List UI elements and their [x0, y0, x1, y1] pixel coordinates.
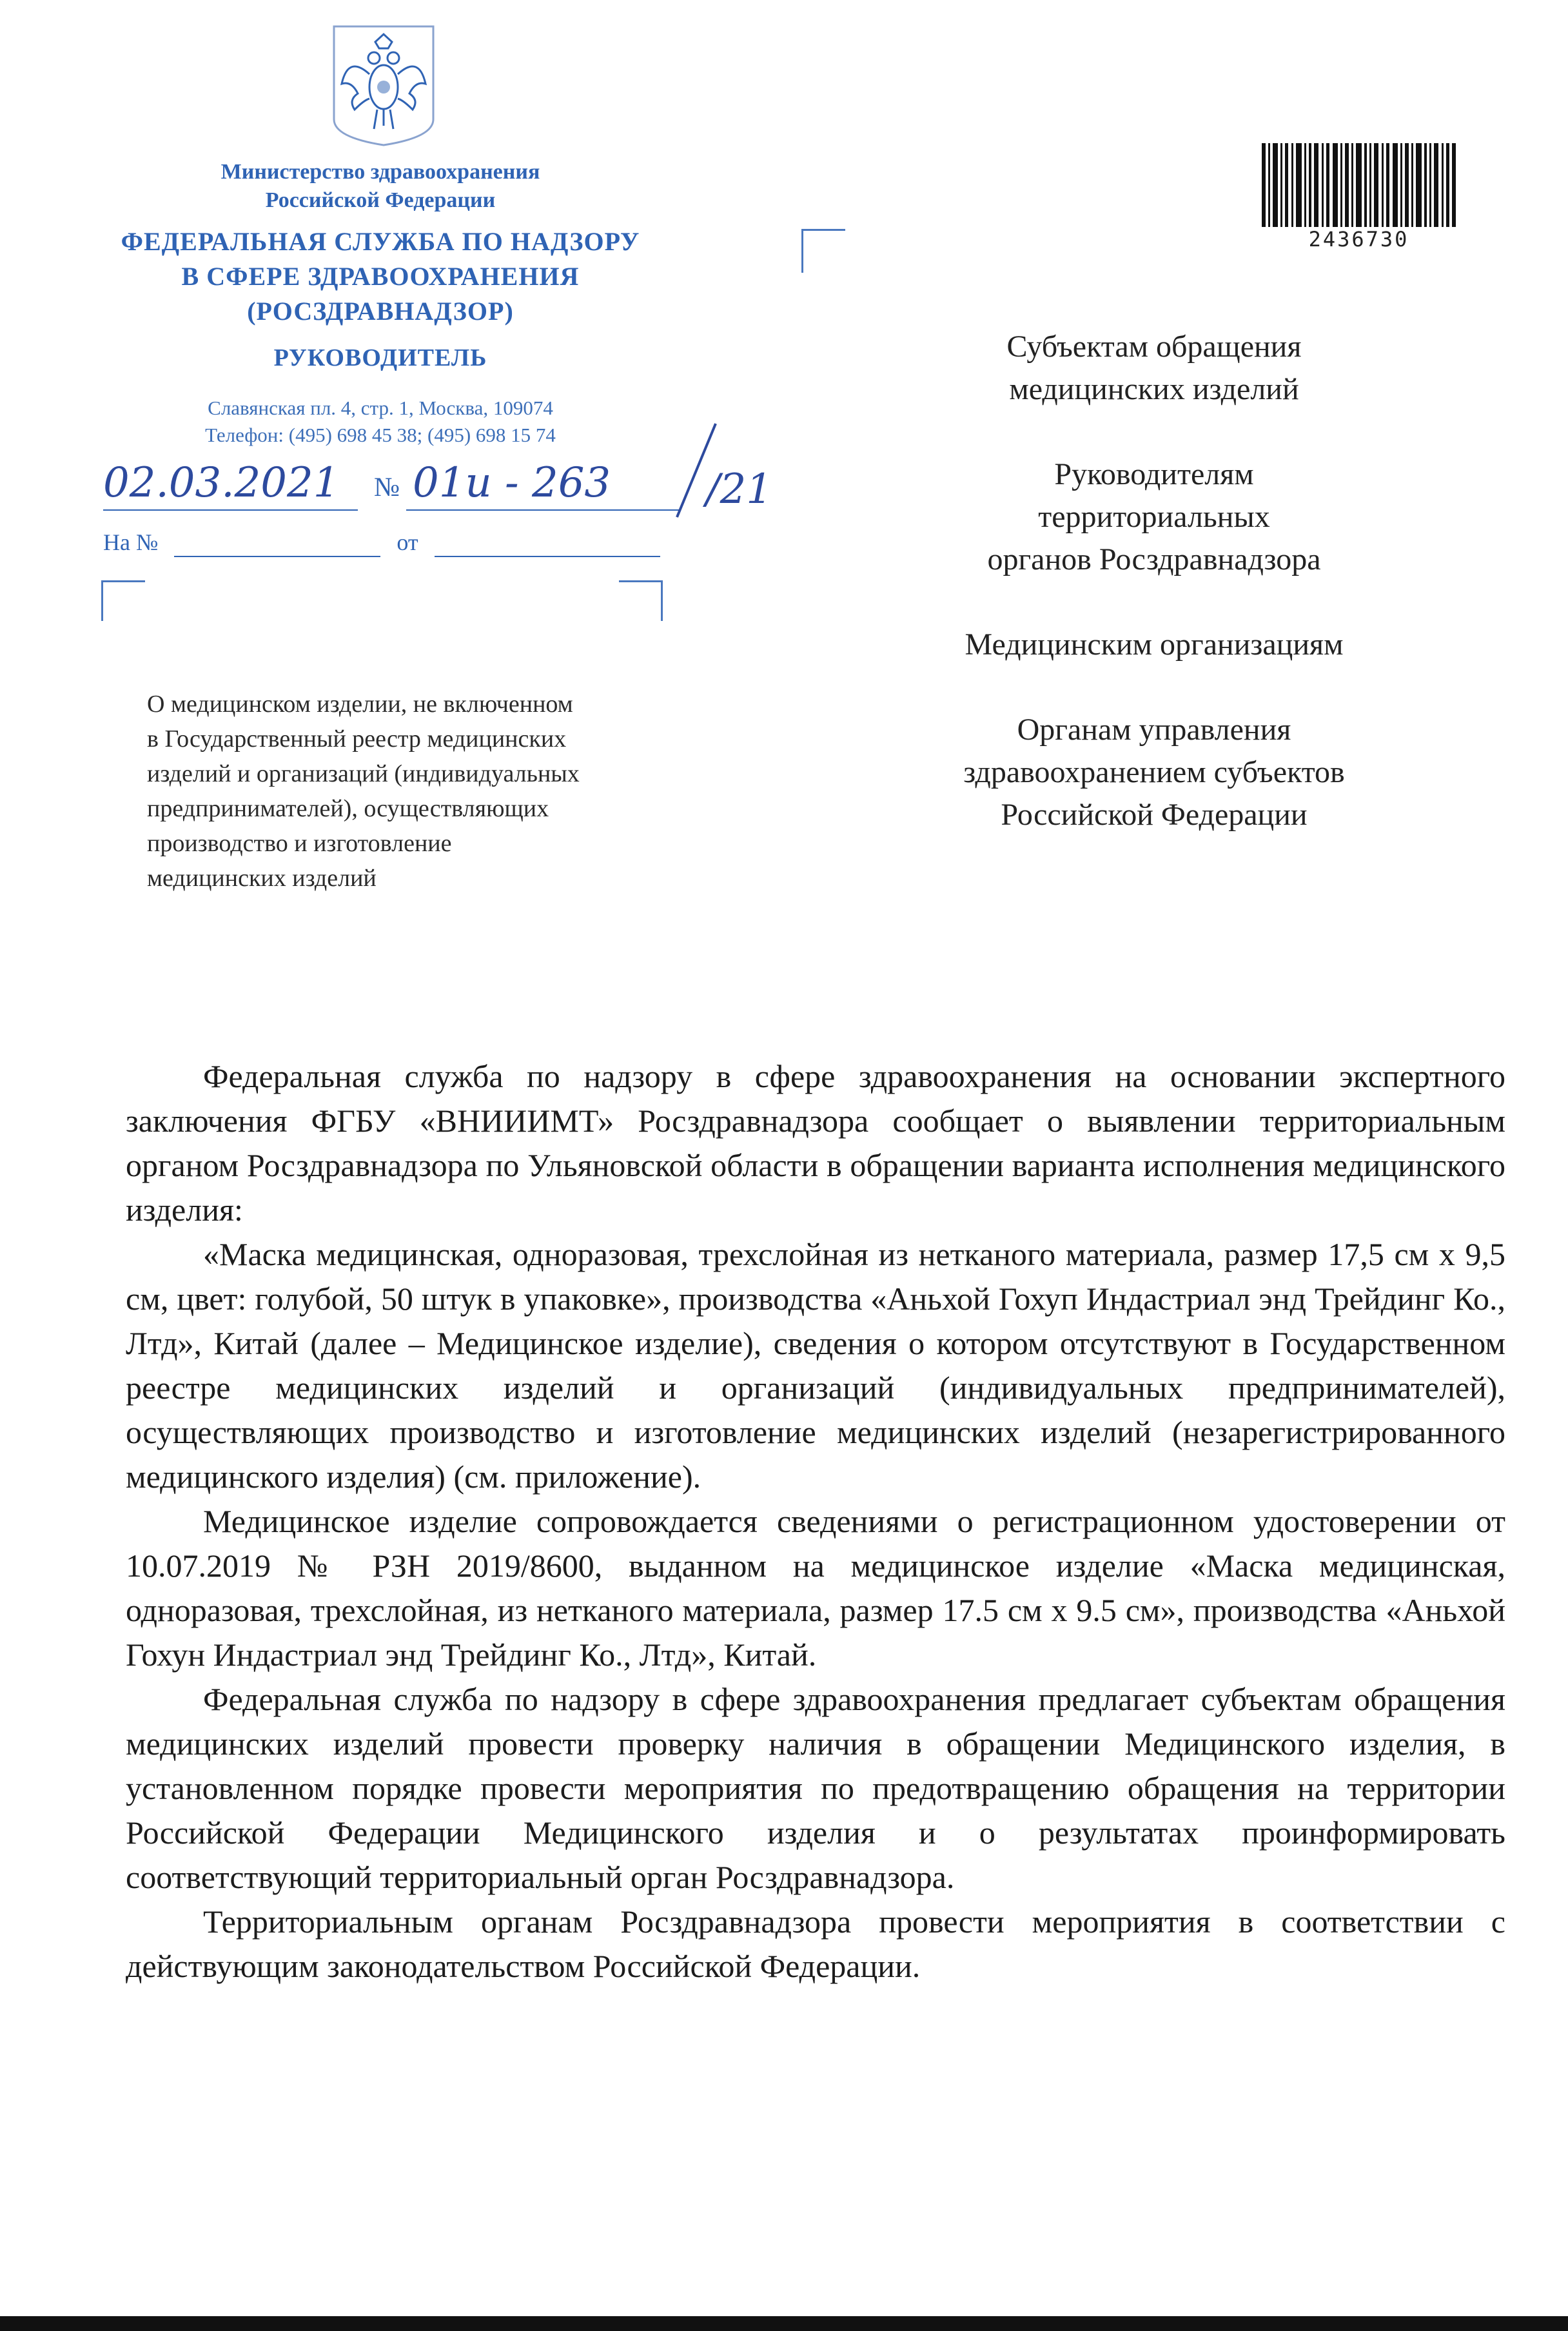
slash-stroke — [671, 420, 722, 524]
ministry-line-1: Министерство здравоохранения — [220, 160, 540, 184]
subject-line: медицинских изделий — [147, 865, 377, 892]
registration-suffix: /21 — [706, 466, 772, 513]
body-paragraph-4: Федеральная служба по надзору в сфере здравоохранения предлагает субъектам обращения медицинских изделий провести проверку наличия в обращении Медицинского изделия, в установленном порядке провести мероприятия по предотвращению обращения на территории Российской Федерации Медицинского изделия и о результатах проинформировать соответствующий территориальный орган Росздравнадзора. — [126, 1681, 1505, 1895]
body-paragraph-3: Медицинское изделие сопровождается сведениями о регистрационном удостоверении от 10.07.2019 № РЗН 2019/8600, выданном на медицинское изделие «Маска медицинская, одноразовая, трехслойная, из нетканого материала, размер 17.5 см х 9.5 см», производства «Аньхой Гохун Индастриал энд Трейдинг Ко., Лтд», Китай. — [126, 1503, 1505, 1673]
date-underline — [103, 509, 358, 511]
recipient-line: здравоохранением субъектов — [963, 755, 1345, 789]
barcode — [1260, 143, 1457, 227]
subject-corner-left — [101, 580, 145, 621]
phone-line: Телефон: (495) 698 45 38; (495) 698 15 74 — [205, 424, 556, 446]
coat-of-arms-emblem — [329, 23, 438, 148]
address-block — [77, 395, 683, 449]
service-line-1: ФЕДЕРАЛЬНАЯ СЛУЖБА ПО НАДЗОРУ — [121, 227, 640, 256]
ministry-line-2: Российской Федерации — [265, 188, 496, 212]
subject-line: изделий и организаций (индивидуальных — [147, 760, 580, 787]
head-title: РУКОВОДИТЕЛЬ — [273, 344, 487, 371]
subject-line: предпринимателей), осуществляющих — [147, 795, 549, 822]
recipient-group — [890, 624, 1418, 666]
recipient-group — [890, 326, 1418, 411]
number-sign: № — [374, 473, 400, 502]
registration-line — [103, 459, 772, 524]
body-paragraph-5: Территориальным органам Росздравнадзора провести мероприятия в соответствии с действующим законодательством Российской Федерации. — [126, 1903, 1505, 1984]
subject-line: О медицинском изделии, не включенном — [147, 691, 573, 718]
scan-edge — [0, 2316, 1568, 2331]
recipient-line: медицинских изделий — [1009, 372, 1299, 406]
body-paragraph-2: «Маска медицинская, одноразовая, трехслойная из нетканого материала, размер 17,5 см х 9,5 см, цвет: голубой, 50 штук в упаковке», производства «Аньхой Гохуп Индастриал энд Трейдинг Ко., Лтд», Китай (далее – Медицинское изделие), сведения о котором отсутствуют в Государственном реестре медицинских изделий и организаций (индивидуальных предпринимателей), осуществляющих производство и изготовление медицинских изделий (незарегистрированного медицинского изделия) (см. приложение). — [126, 1236, 1505, 1495]
recipient-line: Руководителям — [1054, 457, 1254, 491]
ministry-name — [77, 158, 683, 215]
from-label: от — [397, 529, 418, 555]
recipient-line: Российской Федерации — [1001, 798, 1308, 832]
ref-date-blank — [435, 529, 660, 557]
recipient-line: Органам управления — [1017, 713, 1291, 747]
recipient-line: органов Росздравнадзора — [987, 542, 1321, 576]
ref-label: На № — [103, 529, 159, 555]
address-corner-mark — [801, 229, 845, 273]
recipient-line: Субъектам обращения — [1006, 329, 1302, 364]
reference-line — [103, 529, 660, 557]
body-paragraph-1: Федеральная служба по надзору в сфере здравоохранения на основании экспертного заключения ФГБУ «ВНИИИМТ» Росздравнадзора сообщает о выявлении территориальным органом Росздравнадзора по Ульяновской области в обращении варианта исполнения медицинского изделия: — [126, 1058, 1505, 1228]
number-underline — [406, 509, 680, 511]
registration-date: 02.03.2021 — [103, 459, 340, 507]
subject-line: производство и изготовление — [147, 830, 452, 857]
subject-corner-right — [619, 580, 663, 621]
recipient-line: Медицинским организациям — [965, 627, 1344, 662]
service-name — [77, 224, 683, 329]
recipient-group — [890, 453, 1418, 581]
letter-body — [126, 1054, 1505, 1989]
service-line-3: (РОСЗДРАВНАДЗОР) — [247, 297, 514, 326]
subject-line: в Государственный реестр медицинских — [147, 725, 567, 752]
address-line: Славянская пл. 4, стр. 1, Москва, 109074 — [208, 397, 553, 419]
ref-number-blank — [174, 529, 380, 557]
recipient-group — [890, 709, 1418, 836]
registration-number: 01и - 263 — [413, 459, 611, 507]
recipient-line: территориальных — [1038, 500, 1270, 534]
barcode-number: 2436730 — [1308, 227, 1409, 251]
recipients-block — [890, 326, 1418, 879]
service-line-2: В СФЕРЕ ЗДРАВООХРАНЕНИЯ — [181, 262, 580, 291]
letter-subject — [147, 687, 701, 896]
